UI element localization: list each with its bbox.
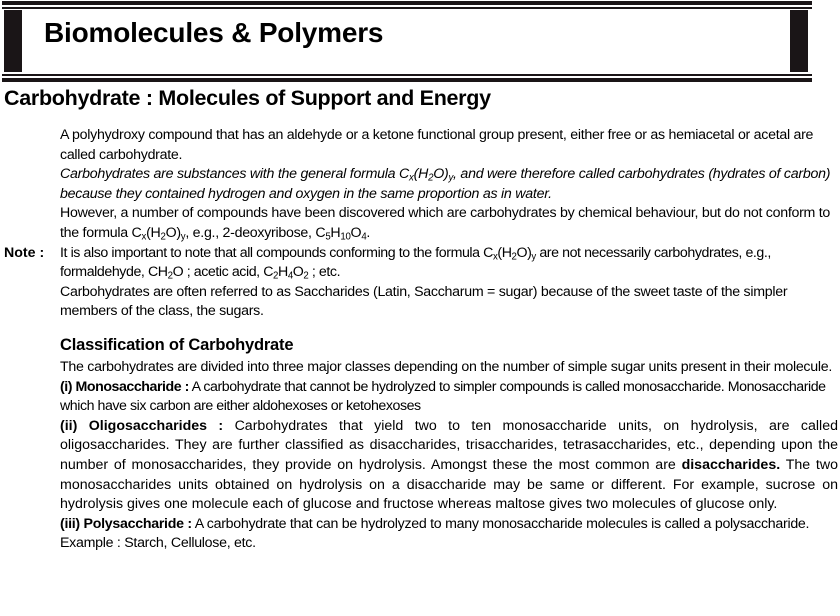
banner-left-bar [4, 10, 22, 72]
acetic-sub-2b: 2 [303, 270, 309, 282]
formula-deoxyribose: $_5H_{10}O_4$ [325, 224, 367, 243]
banner-top-rule [2, 1, 812, 9]
formula-general-2: $_x(H_2O)_y$ [141, 224, 186, 243]
document-body [0, 126, 840, 554]
ch2o-sub-2: 2 [167, 270, 173, 282]
classification-heading: Classification of Carbohydrate [60, 335, 294, 354]
formula2-sub-x: x [141, 231, 147, 243]
chapter-title: Biomolecules & Polymers [44, 17, 384, 48]
acetic-sub-4: 4 [287, 270, 293, 282]
acetic-sub-2a: 2 [273, 270, 278, 282]
banner-rule-thick-bot [2, 78, 812, 82]
oligosaccharides-text-b: The two monosaccharides units obtained on hydrolysis on a disaccharide may be same or different. For example, sucrose on hydrolysis gives one molecule each of glucose and fructose whereas maltose gives two molecules of glucose only. [60, 456, 838, 513]
deoxy-sub-5: 5 [325, 231, 331, 243]
however-text-pre: However, a number of compounds have been discovered which are carbohydrates by chemical behaviour, but do not conform to the formula C [60, 205, 831, 241]
formula3-sub-x: x [492, 251, 498, 263]
formula-sub-2: 2 [428, 172, 434, 184]
formula3-sub-y: y [531, 251, 536, 263]
formula2-sub-2: 2 [160, 231, 166, 243]
paragraph-general-formula [0, 165, 840, 204]
banner-rule-thin-top [2, 7, 812, 9]
deoxy-sub-4: 4 [361, 231, 367, 243]
note-label: Note : [4, 244, 45, 261]
formula-general-italic: $_x(H_2O)_y$ [409, 166, 454, 184]
monosaccharide-label: (i) Monosaccharide : [60, 378, 189, 395]
italic-text-pre: Carbohydrates are substances with the general formula C [60, 166, 410, 183]
polysaccharide-text: A carbohydrate that can be hydrolyzed to many monosaccharide molecules is called a polysaccharide. Example : Starch, Cellulose, etc. [60, 515, 810, 552]
note-text-end: ; etc. [308, 264, 341, 281]
monosaccharide-text: A carbohydrate that cannot be hydrolyzed to simpler compounds is called monosaccharide. Monosaccharide which have six carbon are either aldohexoses or ketohexoses [60, 378, 826, 415]
paragraph-monosaccharide [0, 378, 840, 417]
formula3-sub-2: 2 [511, 251, 517, 263]
paragraph-definition: A polyhydroxy compound that has an aldehyde or a ketone functional group present, either free or as hemiacetal or acetal are called carbohydrate. [60, 127, 814, 163]
formula-general-3: $_x(H_2O)_y$ [492, 244, 536, 263]
disaccharides-emphasis: disaccharides. [681, 456, 781, 473]
section-heading: Carbohydrate : Molecules of Support and Energy [4, 86, 491, 110]
note-block [0, 244, 840, 283]
note-text-mid: are not necessarily carbohydrates, e.g., formaldehyde, CH [60, 244, 771, 281]
deoxy-sub-10: 10 [340, 231, 351, 243]
note-text [60, 244, 838, 283]
note-text-mid2: O ; acetic acid, C [172, 264, 274, 281]
however-text-end: . [366, 224, 371, 241]
paragraph-classification-intro: The carbohydrates are divided into three major classes depending on the number of simple sugar units present in their molecule. [60, 358, 832, 375]
banner-bottom-rule [2, 74, 812, 82]
italic-text-mid: , and were therefore called carbohydrates (hydrates of carbon) because they contained hydrogen and oxygen in the same proportion as in water. [60, 166, 831, 202]
paragraph-saccharides: Carbohydrates are often referred to as Saccharides (Latin, Saccharum = sugar) because of the sweet taste of the simpler members of the class, the sugars. [60, 283, 788, 320]
formula-sub-x: x [409, 172, 414, 184]
formula-sub-y: y [448, 172, 454, 184]
chapter-banner [0, 0, 812, 84]
paragraph-however [0, 204, 840, 243]
oligosaccharides-label: (ii) Oligosaccharides : [60, 417, 224, 434]
polysaccharide-label: (iii) Polysaccharide : [60, 515, 192, 532]
paragraph-oligosaccharides [0, 417, 840, 515]
paragraph-polysaccharide [0, 515, 840, 554]
however-text-mid: , e.g., 2-deoxyribose, C [185, 224, 326, 241]
note-text-pre: It is also important to note that all compounds conforming to the formula C [60, 244, 493, 261]
oligosaccharides-text-a: Carbohydrates that yield two to ten monosaccharide units, on hydrolysis, are called oligosaccharides. They are further classified as disaccharides, trisaccharides, tetrasaccharides, etc., depending upon the number of monosaccharides, they provide on hydrolysis. Amongst these the most common are [60, 417, 838, 473]
banner-right-bar [790, 10, 808, 72]
formula2-sub-y: y [180, 231, 186, 243]
formula-acetic-acid: $_2H_4O_2$ [273, 264, 309, 282]
